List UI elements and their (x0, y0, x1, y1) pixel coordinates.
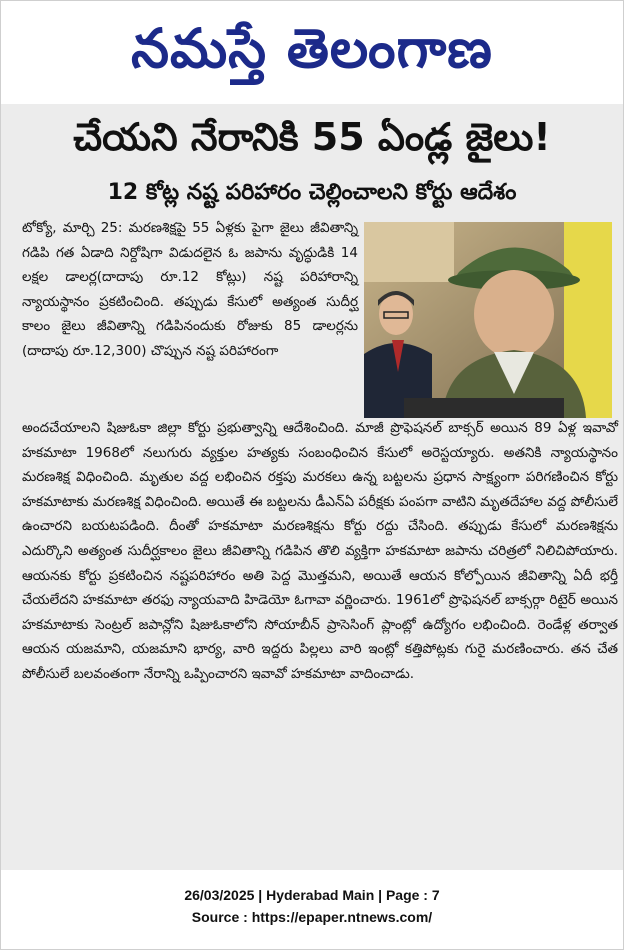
article-intro-column (22, 216, 358, 363)
footer-edition-info: 26/03/2025 | Hyderabad Main | Page : 7 (184, 887, 440, 903)
page-footer (0, 884, 624, 928)
article-intro-text: టోక్యో, మార్చి 25: మరణశిక్షపై 55 ఏళ్లకు పైగా జైలు జీవితాన్ని గడిపి గత ఏడాది నిర్దోషిగా విడుదలైన ఓ జపాను వృద్ధుడికి 14 లక్షల డాలర్ల(దాదాపు రూ.12 కోట్లు) నష్ట పరిహారాన్ని న్యాయస్థానం ప్రకటించింది. తప్పుడు కేసులో అత్యంత సుదీర్ఘ కాలం జైలు జీవితాన్ని గడిపినందుకు రోజుకు 85 డాలర్లను (దాదాపు రూ.12,300) చొప్పున నష్ట పరిహారంగా (22, 220, 358, 359)
article-headline: చేయని నేరానికి 55 ఏండ్ల జైలు! (73, 115, 551, 159)
article-photo (364, 222, 612, 418)
newspaper-logo: నమస్తే తెలంగాణ (131, 17, 493, 80)
article-body (22, 416, 618, 687)
article-body-text: అందచేయాలని షిజుఓకా జిల్లా కోర్టు ప్రభుత్వాన్ని ఆదేశించింది. మాజీ ప్రొఫెషనల్ బాక్సర్ అయిన 89 ఏళ్ల ఇవావో హకమాటా 1968లో నలుగురు వ్యక్తుల హత్యకు సంబంధించిన కేసులో అరెస్టయ్యారు. అతనికి న్యాయస్థానం మరణశిక్ష విధించింది. మృతుల వద్ద లభించిన రక్తపు మరకలు ఉన్న బట్టలను ప్రధాన సాక్ష్యంగా పరిగణించిన కోర్టు హకమాటాకు మరణశిక్ష విధించింది. అయితే ఈ బట్టలను డీఎన్ఏ పరీక్షకు పంపగా వాటిని మృతదేహాల వద్ద పోలీసులే ఉంచారని బయటపడింది. దీంతో హకమాటా మరణశిక్షను కోర్టు రద్దు చేసింది. తప్పుడు కేసులో మరణశిక్షను ఎదుర్కొని అత్యంత సుదీర్ఘకాలం జైలు జీవితాన్ని గడిపిన తొలి వ్యక్తిగా హకమాటా జపాను చరిత్రలో నిలిచిపోయారు. ఆయనకు కోర్టు ప్రకటించిన నష్టపరిహారం అతి పెద్ద మొత్తమని, అయితే ఆయన కోల్పోయిన జీవితాన్ని ఏదీ భర్తీ చేయలేదని హకమాటా తరఫు న్యాయవాది హిడెయో ఓగావా వర్ణించారు. 1961లో ప్రొఫెషనల్ బాక్సర్గా రిటైర్ అయిన హకమాటాకు సెంట్రల్ జపాన్లోని షిజుఓకాలోని సోయాబీన్ ప్రాసెసింగ్ ప్లాంట్లో ఉద్యోగం లభించింది. రెండేళ్ల తర్వాత ఆయన యజమాని, యజమాని భార్య, వారి ఇద్దరు పిల్లలు వారి ఇంట్లో కత్తిపోట్లకు గురై మరణించారు. తన చేత పోలీసులే బలవంతంగా నేరాన్ని ఒప్పించారని ఇవావో హకమాటా వాదించాడు. (22, 420, 618, 682)
photo-illustration (364, 222, 612, 418)
article-subheadline: 12 కోట్ల నష్ట పరిహారం చెల్లించాలని కోర్టు ఆదేశం (107, 180, 517, 205)
masthead (0, 0, 624, 104)
footer-source-link[interactable]: Source : https://epaper.ntnews.com/ (191, 909, 433, 925)
